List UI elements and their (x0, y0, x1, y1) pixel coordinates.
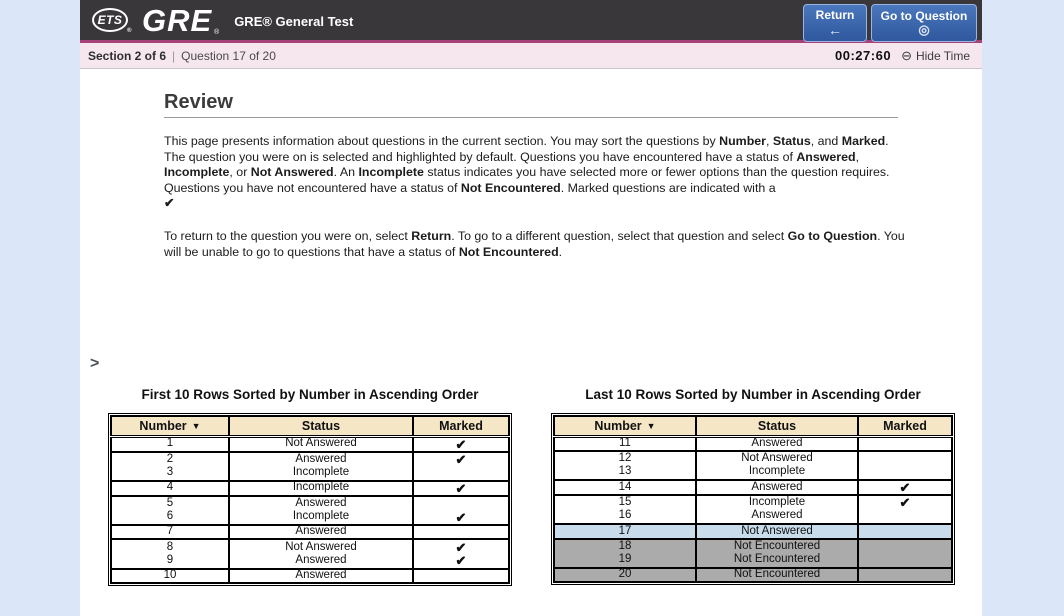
header-buttons (803, 4, 977, 42)
ets-logo-text: ETS (97, 13, 123, 27)
question-number-cell: 20 (618, 568, 632, 581)
table-row-question-6[interactable] (111, 510, 509, 525)
status-cell: Incomplete (229, 481, 413, 496)
question-review-table (553, 415, 953, 583)
question-number-cell: 17 (618, 524, 632, 537)
hide-time-label: Hide Time (915, 48, 970, 63)
table-row-question-9[interactable] (111, 554, 509, 569)
status-cell: Not Encountered (696, 539, 858, 554)
marked-cell-empty (858, 451, 952, 466)
table-title: First 10 Rows Sorted by Number in Ascending Order (141, 387, 479, 402)
status-cell: Answered (696, 509, 858, 524)
top-header-bar (80, 0, 982, 43)
table-row-question-18 (554, 539, 952, 554)
marked-check-icon: ✔ (413, 481, 509, 496)
question-number-cell: 15 (618, 495, 632, 508)
question-number-cell: 12 (618, 451, 632, 464)
marked-cell-empty (413, 466, 509, 481)
table-frame (551, 413, 955, 585)
test-window (80, 0, 982, 598)
status-cell: Answered (696, 436, 858, 451)
table-row-question-12[interactable] (554, 451, 952, 466)
marked-cell-empty (858, 524, 952, 539)
table-row-question-16[interactable] (554, 509, 952, 524)
question-progress-label: Question 17 of 20 (181, 48, 276, 63)
title-divider (164, 117, 898, 118)
status-cell: Incomplete (229, 466, 413, 481)
question-number-cell: 5 (166, 496, 174, 509)
status-cell: Not Encountered (696, 553, 858, 568)
question-number-cell: 2 (166, 452, 174, 465)
table-row-question-8[interactable] (111, 539, 509, 554)
question-number-cell: 1 (166, 437, 174, 450)
question-number-cell: 11 (619, 436, 631, 449)
table-row-question-14[interactable] (554, 480, 952, 495)
collapse-chevron-icon[interactable]: > (90, 355, 100, 372)
question-number-cell: 3 (166, 466, 174, 479)
clock-icon: ⊖ (901, 48, 912, 63)
status-cell: Incomplete (229, 510, 413, 525)
first-rows-table-section (108, 387, 512, 586)
status-cell: Answered (696, 480, 858, 495)
review-paragraph: To return to the question you were on, select Return. To go to a different question, select that question and select Go to Question. You will be unable to go to questions that have a status of Not Encountered. (164, 228, 905, 259)
ets-registered-mark: ® (127, 28, 132, 34)
review-paragraphs (164, 134, 912, 260)
return-button-label: Return (815, 8, 855, 23)
hide-time-button[interactable] (901, 49, 970, 63)
status-cell: Answered (229, 525, 413, 540)
table-row-question-4[interactable] (111, 481, 509, 496)
page-title: Review (164, 91, 233, 113)
question-number-cell: 16 (618, 509, 632, 522)
column-header-number[interactable]: Number ▼ (111, 416, 229, 436)
status-cell: Not Answered (696, 524, 858, 539)
status-bar (80, 43, 982, 69)
arrow-left-icon: ← (828, 21, 842, 38)
table-row-question-20 (554, 568, 952, 583)
status-cell: Incomplete (696, 495, 858, 510)
table-header-row (554, 416, 952, 436)
last-rows-table-section (551, 387, 955, 585)
question-number-cell: 6 (166, 510, 174, 523)
sort-descending-icon: ▼ (646, 420, 656, 431)
product-title: GRE® General Test (234, 14, 354, 29)
question-number-cell: 18 (618, 539, 632, 552)
table-row-question-13[interactable] (554, 465, 952, 480)
status-cell: Answered (229, 554, 413, 569)
marked-cell-empty (858, 509, 952, 524)
question-number-cell: 19 (618, 553, 632, 566)
review-page-body (80, 91, 982, 616)
table-frame (108, 413, 512, 586)
marked-cell-empty (858, 436, 952, 451)
question-number-cell: 13 (618, 465, 632, 478)
marked-check-icon: ✔ (413, 510, 509, 525)
marked-check-icon: ✔ (413, 436, 509, 452)
question-review-table (110, 415, 510, 584)
marked-check-icon: ✔ (413, 452, 509, 467)
status-separator: | (172, 48, 176, 63)
go-to-question-button-label: Go to Question (880, 8, 968, 23)
status-cell: Answered (229, 496, 413, 511)
column-header-number[interactable]: Number ▼ (554, 416, 696, 436)
review-paragraph: This page presents information about questions in the current section. You may sort the questions by Number, Status, and Marked. The question you were on is selected and highlighted by default. Questions you have encountered have a status of Answered, Incomplete, or Not Answered. An Incomplete status indicates you have selected more or fewer options than the question requires. Questions you have not encountered have a status of Not Encountered. Marked questions are indicated with a ✔ (164, 134, 890, 211)
gre-registered-mark: ® (214, 28, 221, 36)
status-cell: Not Encountered (696, 568, 858, 583)
table-row-question-19 (554, 553, 952, 568)
gre-logo (142, 2, 221, 38)
table-row-question-7[interactable] (111, 525, 509, 540)
table-header-row (111, 416, 509, 436)
marked-check-icon: ✔ (858, 480, 952, 495)
marked-check-icon: ✔ (858, 495, 952, 510)
status-cell: Not Answered (696, 451, 858, 466)
question-number-cell: 8 (166, 540, 174, 553)
table-row-question-5[interactable] (111, 496, 509, 511)
question-number-cell: 10 (163, 569, 177, 582)
status-cell: Answered (229, 452, 413, 467)
marked-cell-empty (858, 553, 952, 568)
table-row-question-1[interactable] (111, 436, 509, 452)
table-title: Last 10 Rows Sorted by Number in Ascending Order (585, 387, 921, 402)
section-label: Section 2 of 6 (88, 48, 167, 63)
column-header-marked[interactable]: Marked (413, 416, 509, 436)
marked-cell-empty (413, 569, 509, 584)
table-row-question-3[interactable] (111, 466, 509, 481)
target-icon: ◎ (918, 22, 930, 38)
marked-cell-empty (858, 539, 952, 554)
column-header-status[interactable]: Status (696, 416, 858, 436)
go-to-question-button[interactable] (871, 4, 977, 42)
status-cell: Not Answered (229, 436, 413, 452)
column-header-status[interactable]: Status (229, 416, 413, 436)
marked-check-icon: ✔ (413, 539, 509, 554)
table-row-question-11[interactable] (554, 436, 952, 451)
table-row-question-15[interactable] (554, 495, 952, 510)
status-cell: Answered (229, 569, 413, 584)
ets-logo (92, 8, 132, 34)
question-number-cell: 14 (618, 480, 632, 493)
table-row-question-17[interactable] (554, 524, 952, 539)
gre-logo-text: GRE (142, 2, 213, 38)
timer: 00:27:60 (835, 48, 892, 63)
marked-check-icon: ✔ (413, 554, 509, 569)
question-number-cell: 4 (166, 481, 174, 494)
table-row-question-10[interactable] (111, 569, 509, 584)
status-cell: Not Answered (229, 539, 413, 554)
column-header-marked[interactable]: Marked (858, 416, 952, 436)
return-button[interactable] (803, 4, 867, 42)
marked-cell-empty (858, 465, 952, 480)
sort-descending-icon: ▼ (191, 420, 201, 431)
marked-cell-empty (858, 568, 952, 583)
status-cell: Incomplete (696, 465, 858, 480)
question-number-cell: 9 (166, 554, 174, 567)
marked-cell-empty (413, 525, 509, 540)
question-number-cell: 7 (166, 525, 174, 538)
marked-cell-empty (413, 496, 509, 511)
table-row-question-2[interactable] (111, 452, 509, 467)
